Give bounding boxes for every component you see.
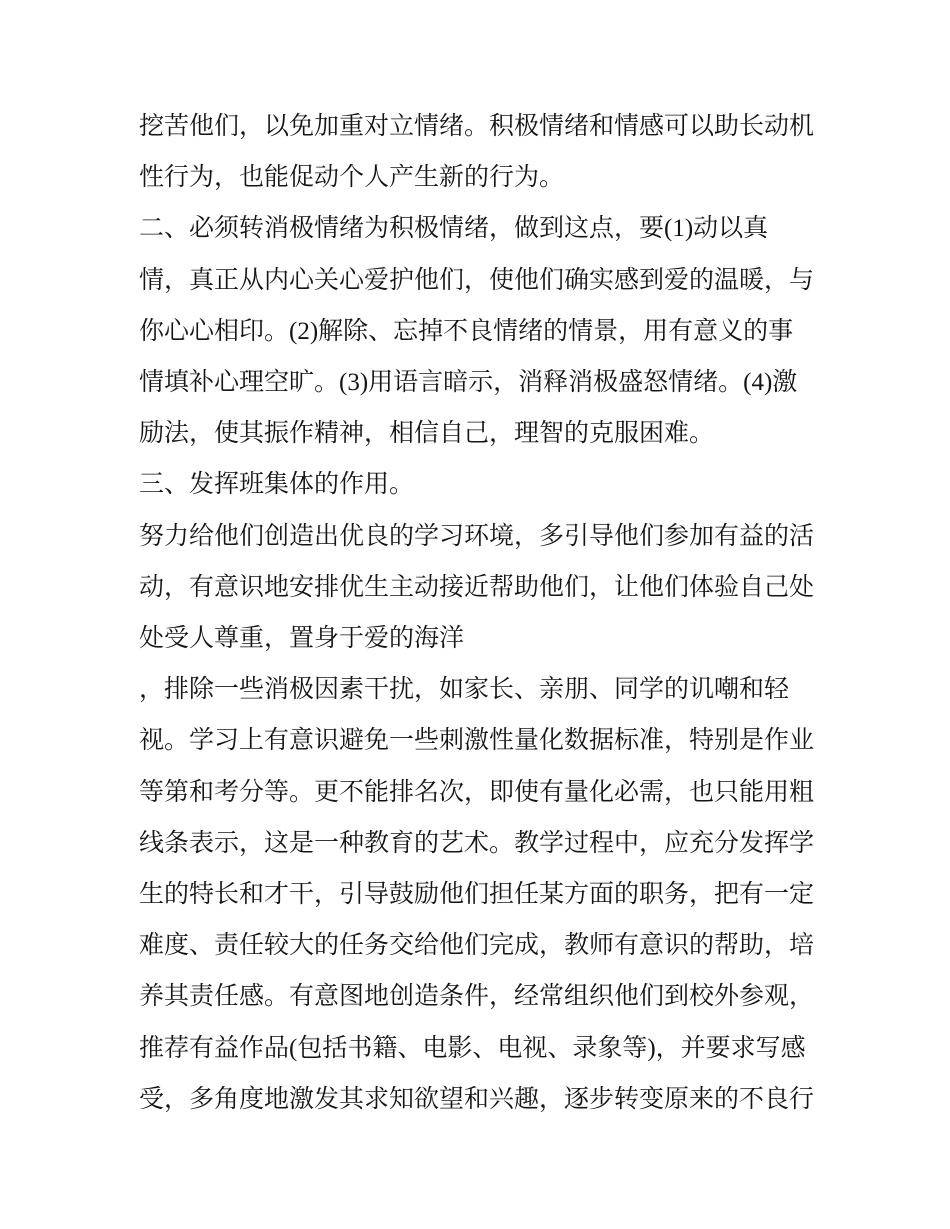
text-line: ，排除一些消极因素干扰，如家长、亲朋、同学的讥嘲和轻 <box>139 676 790 704</box>
text-line: 努力给他们创造出优良的学习环境，多引导他们参加有益的活 <box>139 522 815 550</box>
text-line: 情填补心理空旷。(3)用语言暗示，消释消极盛怒情绪。(4)激 <box>139 369 798 397</box>
document-body <box>139 101 839 1125</box>
text-line: 励法，使其振作精神，相信自己，理智的克服困难。 <box>139 420 715 448</box>
text-line: 视。学习上有意识避免一些刺激性量化数据标准，特别是作业 <box>139 727 815 755</box>
text-line: 你心心相印。(2)解除、忘掉不良情绪的情景，用有意义的事 <box>139 317 794 345</box>
text-line: 线条表示，这是一种教育的艺术。教学过程中，应充分发挥学 <box>139 829 815 857</box>
text-line: 等第和考分等。更不能排名次，即使有量化必需，也只能用粗 <box>139 778 815 806</box>
text-line: 难度、责任较大的任务交给他们完成，教师有意识的帮助，培 <box>139 932 815 960</box>
text-line: 受，多角度地激发其求知欲望和兴趣，逐步转变原来的不良行 <box>139 1085 815 1113</box>
text-line: 推荐有益作品(包括书籍、电影、电视、录象等)，并要求写感 <box>139 1034 806 1062</box>
text-line: 二、必须转消极情绪为积极情绪，做到这点，要(1)动以真 <box>139 215 769 243</box>
text-line: 挖苦他们，以免加重对立情绪。积极情绪和情感可以助长动机 <box>139 113 815 140</box>
text-line: 动，有意识地安排优生主动接近帮助他们，让他们体验自己处 <box>139 573 815 601</box>
text-line: 性行为，也能促动个人产生新的行为。 <box>139 164 565 192</box>
text-line: 处受人尊重，置身于爱的海洋 <box>139 625 465 653</box>
text-line: 养其责任感。有意图地创造条件，经常组织他们到校外参观， <box>139 983 815 1011</box>
text-line: 生的特长和才干，引导鼓励他们担任某方面的职务，把有一定 <box>139 881 815 909</box>
text-line: 情，真正从内心关心爱护他们，使他们确实感到爱的温暖，与 <box>139 266 815 294</box>
text-line: 三、发挥班集体的作用。 <box>139 471 415 499</box>
